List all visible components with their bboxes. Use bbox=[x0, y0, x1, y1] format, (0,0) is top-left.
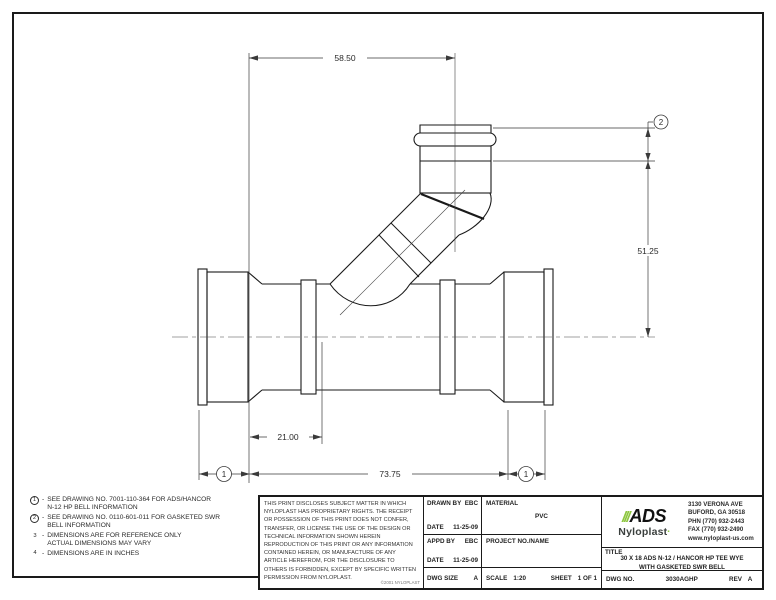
centerlines bbox=[172, 53, 655, 337]
title-block bbox=[258, 495, 764, 590]
drawing-title-cell bbox=[602, 547, 762, 570]
appd-date-value: 11-25-09 bbox=[453, 557, 478, 564]
note-2: 2 - SEE DRAWING NO. 0110-601-011 FOR GASKETED SWR BELL INFORMATION bbox=[30, 514, 258, 531]
balloon-branch-bell-num: 2 bbox=[658, 118, 664, 127]
ext-lines-bottom bbox=[199, 342, 545, 480]
ext-lines-branch-bell bbox=[493, 128, 655, 161]
branch-elbow-arc bbox=[459, 193, 491, 235]
note-4: 4 - DIMENSIONS ARE IN INCHES bbox=[30, 550, 258, 559]
dwg-size-cell bbox=[424, 568, 482, 588]
appd-by-label: APPD BY bbox=[427, 538, 455, 545]
company-fax: FAX (770) 932-2490 bbox=[688, 526, 744, 534]
address-line2: BUFORD, GA 30518 bbox=[688, 509, 746, 517]
drawn-by-label: DRAWN BY bbox=[427, 500, 462, 507]
rev-label: REV bbox=[729, 576, 742, 583]
dwg-no-value: 3030AGHP bbox=[665, 576, 698, 583]
ads-logo bbox=[602, 507, 686, 538]
sheet-label: SHEET bbox=[550, 574, 572, 582]
balloon-right-bell-num: 1 bbox=[523, 470, 529, 479]
company-address bbox=[686, 501, 762, 544]
material-cell bbox=[482, 497, 601, 534]
note-1-line1: SEE DRAWING NO. 7001-110-364 FOR ADS/HANCOR bbox=[47, 496, 211, 503]
dwg-size-label: DWG SIZE bbox=[427, 574, 459, 582]
note-1: 1 - SEE DRAWING NO. 7001-110-364 FOR ADS/HANCOR N-12 HP BELL INFORMATION bbox=[30, 496, 258, 513]
dimension-arrows bbox=[199, 55, 651, 476]
title-block-fields bbox=[424, 497, 602, 588]
branch-lower-edge bbox=[410, 235, 459, 284]
drawn-by-cell bbox=[424, 497, 482, 534]
dwg-size-value: A bbox=[473, 574, 478, 582]
scale-sheet-cell bbox=[482, 568, 601, 588]
rev-value: A bbox=[747, 576, 753, 583]
address-line1: 3130 VERONA AVE bbox=[688, 500, 743, 508]
notes-list bbox=[30, 496, 258, 560]
branch-bell-cap bbox=[420, 125, 491, 133]
brand-and-title bbox=[602, 497, 762, 588]
company-phone: PHN (770) 932-2443 bbox=[688, 517, 745, 525]
copyright-notice: ©2001 NYLOPLAST bbox=[380, 579, 420, 585]
note-3: 3 - DIMENSIONS ARE FOR REFERENCE ONLY ACTUAL DIMENSIONS MAY VARY bbox=[30, 532, 258, 549]
branch-miter-joint bbox=[421, 194, 484, 219]
drawn-date-label: DATE bbox=[427, 524, 444, 531]
note-3-line2: ACTUAL DIMENSIONS MAY VARY bbox=[47, 540, 152, 548]
branch-bell-body bbox=[420, 146, 491, 193]
note-1-number: 1 bbox=[30, 496, 39, 505]
project-cell bbox=[482, 535, 601, 567]
note-1-line2: N-12 HP BELL INFORMATION bbox=[47, 504, 138, 512]
company-website: www.nyloplast-us.com bbox=[688, 534, 754, 542]
note-4-number: 4 bbox=[33, 550, 37, 557]
ads-logo-stripes-icon: /// bbox=[621, 508, 629, 526]
legal-notice bbox=[260, 497, 424, 588]
branch-upper-edge bbox=[330, 193, 421, 284]
nyloplast-brand: Nyloplast bbox=[618, 525, 668, 538]
note-2-number: 2 bbox=[30, 514, 39, 523]
balloon-callouts bbox=[217, 115, 669, 482]
material-label: MATERIAL bbox=[486, 500, 519, 507]
legal-text: THIS PRINT DISCLOSES SUBJECT MATTER IN WHICH NYLOPLAST HAS PROPRIETARY RIGHTS. THE RECEIPT OR POSSESSION OF THIS PRINT DOES NOT CONFER, TRANSFER, OR LICENSE THE USE OF THE DESIGN OR TECHNICAL INFORMATION SHOWN HEREIN REPRODUCTION OF THIS PRINT OR ANY INFORMATION CONTAINED HEREIN, OR MANUFACTURE OF ANY ARTICLE HEREFROM, FOR THE DISCLOSURE TO OTHERS IS FORBIDDEN, EXCEPT BY SPECIFIC WRITTEN PERMISSION FROM NYLOPLAST. bbox=[264, 501, 417, 581]
note-2-line2: BELL INFORMATION bbox=[47, 522, 111, 530]
dim-top-width: 58.50 bbox=[334, 53, 356, 63]
scale-label: SCALE bbox=[486, 574, 508, 582]
drawing-title-line2: WITH GASKETED SWR BELL bbox=[639, 564, 725, 572]
dim-branch-height: 51.25 bbox=[637, 246, 659, 256]
drawn-by-value: EBC bbox=[464, 500, 478, 507]
branch-saddle-curve bbox=[330, 284, 410, 306]
note-3-line1: DIMENSIONS ARE FOR REFERENCE ONLY bbox=[47, 531, 182, 539]
material-value: PVC bbox=[535, 513, 548, 520]
dimension-labels bbox=[267, 52, 664, 479]
note-3-number: 3 bbox=[33, 532, 37, 539]
balloon-left-bell-num: 1 bbox=[221, 470, 227, 479]
note-4-line1: DIMENSIONS ARE IN INCHES bbox=[47, 549, 140, 557]
title-label: TITLE bbox=[605, 549, 623, 556]
dwg-no-label: DWG NO. bbox=[606, 576, 635, 583]
scale-value: 1:20 bbox=[513, 574, 526, 582]
project-label: PROJECT NO./NAME bbox=[486, 538, 549, 545]
branch-pipe bbox=[330, 125, 496, 306]
dwg-no-cell bbox=[602, 570, 762, 588]
dim-overall-length: 73.75 bbox=[379, 469, 401, 479]
drawing-title-line1: 30 X 18 ADS N-12 / HANCOR HP TEE WYE bbox=[620, 555, 744, 562]
appd-by-cell bbox=[424, 535, 482, 567]
appd-by-value: EBC bbox=[464, 538, 478, 545]
drawn-date-value: 11-25-09 bbox=[453, 524, 478, 531]
dimension-lines bbox=[199, 53, 655, 483]
sheet-value: 1 OF 1 bbox=[577, 574, 597, 582]
ads-logo-text: ADS bbox=[629, 505, 667, 526]
nyloplast-mark-icon: ▪ bbox=[667, 528, 670, 535]
dim-left-offset: 21.00 bbox=[277, 432, 299, 442]
note-2-line1: SEE DRAWING NO. 0110-601-011 FOR GASKETED SWR bbox=[47, 513, 221, 521]
branch-axis-centerline bbox=[340, 190, 465, 315]
appd-date-label: DATE bbox=[427, 557, 444, 564]
